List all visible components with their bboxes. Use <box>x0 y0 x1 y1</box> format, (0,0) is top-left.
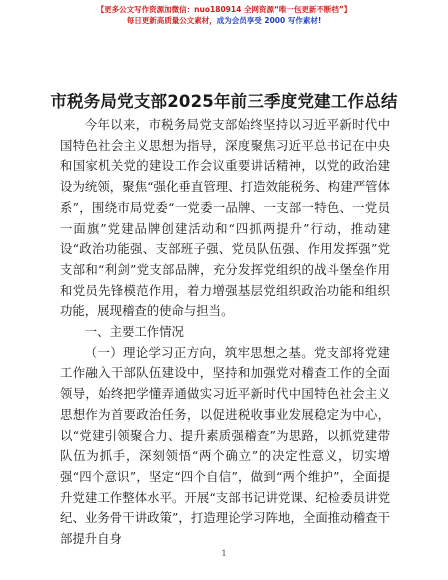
ad-banner-line2 <box>0 15 448 26</box>
document-body <box>60 115 390 550</box>
document-title: 市税务局党支部2025年前三季度党建工作总结 <box>50 92 398 111</box>
ad-banner-line1: 【更多公文写作资源加微信：nuo180914 全网资源“唯一包更新不断档”】 <box>96 5 352 14</box>
ad-banner-line2-highlight: 成为会员享受 2000 写作素材! <box>216 16 322 25</box>
intro-paragraph: 今年以来，市税务局党支部始终坚持以习近平新时代中国特色社会主义思想为指导，深度聚焦习近平总书记在中央和国家机关党的建设工作会议重要讲话精神，以党的政治建设为统领，聚焦“强化垂直管理、打造效能税务、构建严管体系”，围绕市局党委“一党委一品牌、一支部一特色、一党员一面旗”党建品牌创建活动和“四抓两提升”行动，推动建设“政治功能强、支部班子强、党员队伍强、作用发挥强”党支部和“利剑”党支部品牌，充分发挥党组织的战斗堡垒作用和党员先锋模范作用，着力增强基层党组织政治功能和组织功能，展现稽查的使命与担当。 <box>60 117 390 319</box>
section-heading: 一、主要工作情况 <box>84 324 184 340</box>
ad-banner <box>0 4 448 26</box>
ad-banner-line2-prefix: 每日更新高质量公文素材， <box>126 16 217 25</box>
page-number: 1 <box>221 549 227 558</box>
section-paragraph: （一）理论学习正方向，筑牢思想之基。党支部将党建工作融入干部队伍建设中，坚持和加强党对稽查工作的全面领导，始终把学懂弄通做实习近平新时代中国特色社会主义思想作为首要政治任务，以促进税收事业发展稳定为中心，以“党建引领聚合力、提升素质强稽查”为思路，以抓党建带队伍为抓手，深刻领悟“两个确立”的决定性意义，切实增强“四个意识”，坚定“四个自信”，做到“两个维护”，全面提升党建工作整体水平。开展“支部书记讲党课、纪检委员讲党纪、业务骨干讲政策”，打造理论学习阵地，全面推动稽查干部提升自身 <box>60 344 390 547</box>
